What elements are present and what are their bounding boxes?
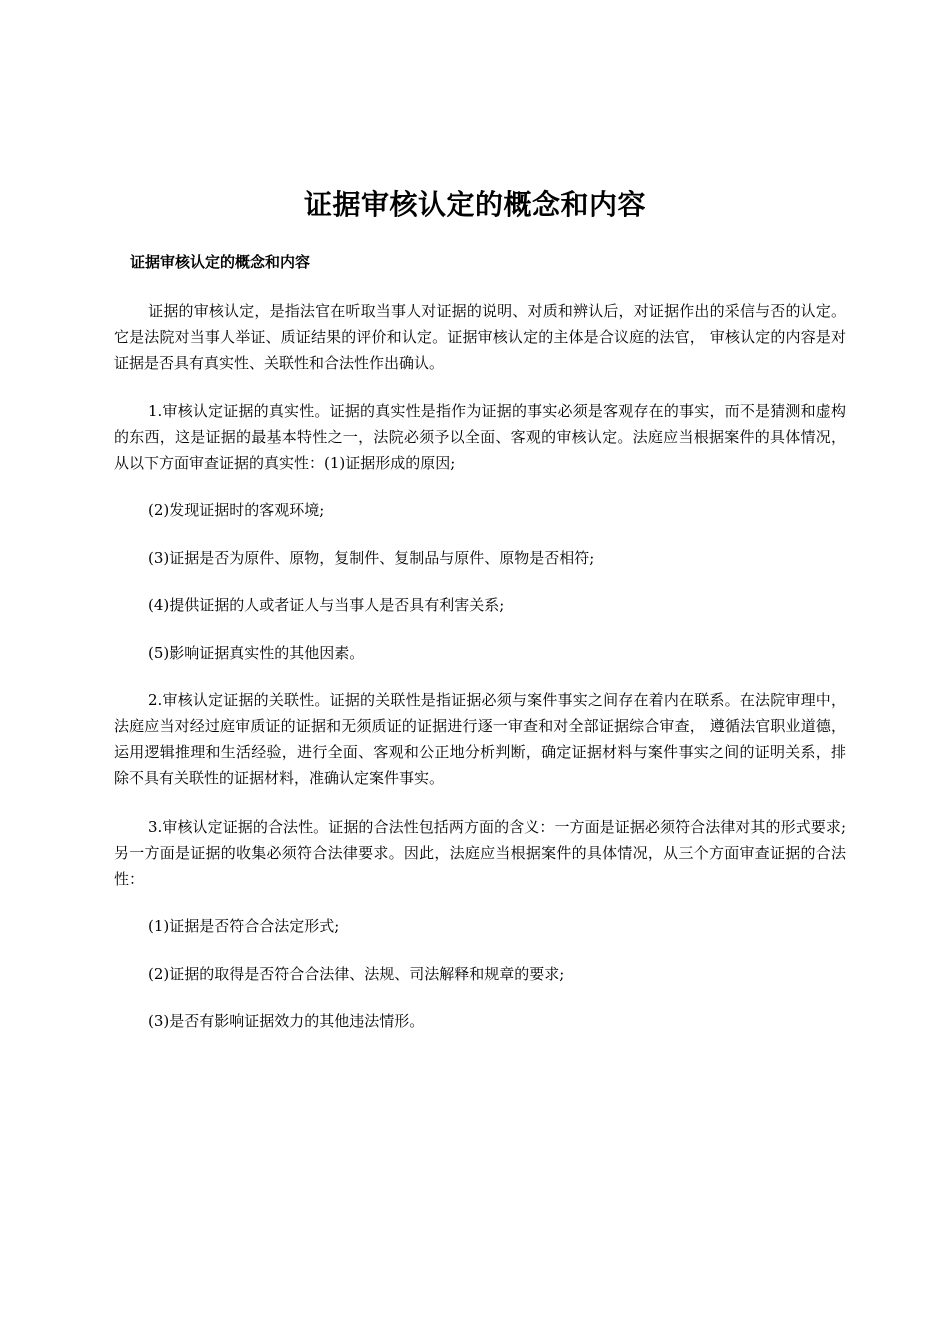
legality-item: (2)证据的取得是否符合合法律、法规、司法解释和规章的要求;	[148, 965, 565, 983]
legality-item: (1)证据是否符合合法定形式;	[148, 917, 340, 935]
legality-paragraph-text: 3.审核认定证据的合法性。证据的合法性包括两方面的含义：一方面是证据必须符合法律对其的形式要求;另一方面是证据的收集必须符合法律要求。因此，法庭应当根据案件的具体情况，从三个方面审查证据的合法性：	[114, 818, 846, 888]
authenticity-item: (3)证据是否为原件、原物，复制件、复制品与原件、原物是否相符;	[148, 549, 595, 567]
page-title: 证据审核认定的概念和内容	[303, 188, 646, 221]
legality-paragraph	[114, 814, 846, 892]
authenticity-item: (4)提供证据的人或者证人与当事人是否具有利害关系;	[148, 596, 505, 614]
intro-paragraph	[114, 298, 846, 376]
relevance-paragraph-text: 2.审核认定证据的关联性。证据的关联性是指证据必须与案件事实之间存在着内在联系。在法院审理中，法庭应当对经过庭审质证的证据和无须质证的证据进行逐一审查和对全部证据综合审查， 遵循法官职业道德，运用逻辑推理和生活经验，进行全面、客观和公正地分析判断，确定证据材料与案件事实之间的证明关系，排除不具有关联性的证据材料，准确认定案件事实。	[114, 691, 846, 787]
intro-paragraph-text: 证据的审核认定，是指法官在听取当事人对证据的说明、对质和辨认后，对证据作出的采信与否的认定。它是法院对当事人举证、质证结果的评价和认定。证据审核认定的主体是合议庭的法官， 审核认定的内容是对证据是否具有真实性、关联性和合法性作出确认。	[114, 302, 846, 372]
authenticity-item: (2)发现证据时的客观环境;	[148, 501, 325, 519]
authenticity-item: (5)影响证据真实性的其他因素。	[148, 644, 365, 662]
authenticity-paragraph	[114, 398, 846, 476]
legality-item: (3)是否有影响证据效力的其他违法情形。	[148, 1012, 425, 1030]
authenticity-paragraph-text: 1.审核认定证据的真实性。证据的真实性是指作为证据的事实必须是客观存在的事实，而不是猜测和虚构的东西，这是证据的最基本特性之一，法院必须予以全面、客观的审核认定。法庭应当根据案件的具体情况，从以下方面审查证据的真实性：(1)证据形成的原因;	[114, 402, 846, 472]
section-heading: 证据审核认定的概念和内容	[130, 253, 311, 271]
relevance-paragraph	[114, 687, 846, 791]
